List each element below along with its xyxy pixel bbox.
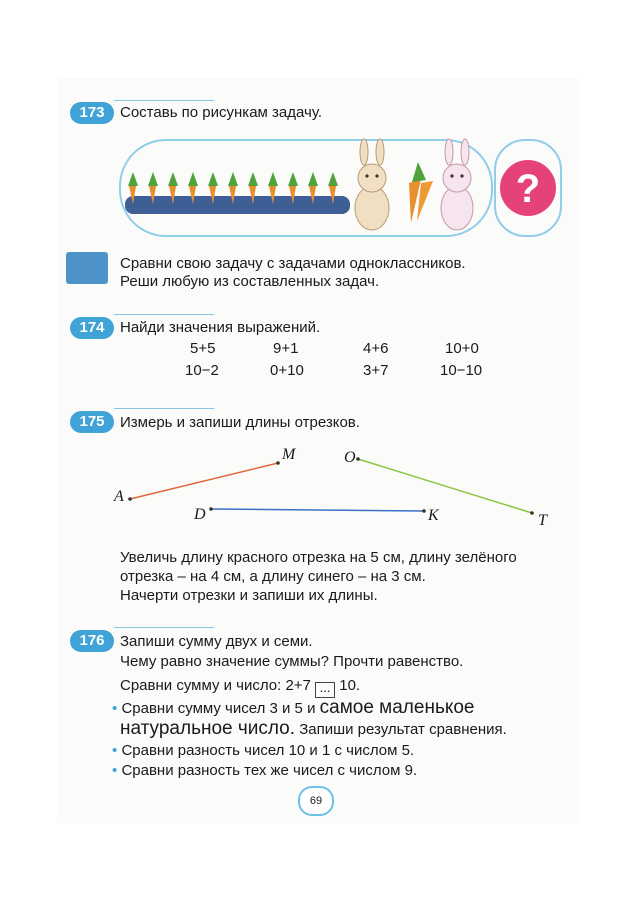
label-k: K: [428, 507, 439, 524]
bullet3-text: Сравни разность тех же чисел с числом 9.: [121, 762, 418, 779]
task-173-text: Составь по рисункам задачу.: [120, 104, 322, 121]
bullet1-pre: Сравни сумму чисел 3 и 5 и: [121, 700, 320, 717]
expression: 10−10: [440, 362, 483, 379]
task-176-bullet1: [112, 698, 475, 719]
bullet-icon: •: [112, 742, 118, 759]
task-number-badge: 176: [70, 630, 114, 652]
header-rule: [114, 627, 214, 628]
blue-segment: [211, 509, 424, 511]
label-m: M: [282, 446, 296, 463]
expression: 9+1: [273, 340, 299, 357]
expression: 10+0: [445, 340, 479, 357]
label-t: T: [538, 512, 547, 529]
task-174-text: Найди значения выражений.: [120, 319, 321, 336]
task-number-badge: 175: [70, 411, 114, 433]
task-176-line2: Чему равно значение суммы? Прочти равенство.: [120, 653, 464, 670]
task-175-line2: отрезка – на 4 см, а длину синего – на 3 см.: [120, 568, 426, 585]
expression: 0+10: [270, 362, 304, 379]
compare-note-line1: Сравни свою задачу с задачами одноклассников.: [120, 255, 466, 272]
task-176-line1: Запиши сумму двух и семи.: [120, 633, 313, 650]
task-175-line1: Увеличь длину красного отрезка на 5 см, длину зелёного: [120, 549, 517, 566]
task-number-badge: 173: [70, 102, 114, 124]
label-o: O: [344, 449, 356, 466]
task-number-badge: 174: [70, 317, 114, 339]
comparison-box: ...: [315, 682, 335, 698]
task-175-text: Измерь и запиши длины отрезков.: [120, 414, 360, 431]
bullet1-post: Запиши результат сравнения.: [295, 721, 507, 738]
bullet1-big2: натуральное число.: [120, 718, 296, 739]
point-d: [209, 507, 213, 511]
label-a: A: [114, 488, 124, 505]
page-number: 69: [298, 786, 334, 816]
label-d: D: [194, 506, 206, 523]
compare-note-line2: Реши любую из составленных задач.: [120, 273, 380, 290]
question-mark: ?: [515, 167, 541, 211]
bullet1-big1: самое маленькое: [319, 697, 475, 718]
point-o: [356, 457, 360, 461]
point-t: [530, 511, 534, 515]
point-k: [422, 509, 426, 513]
task-176-bullet3: [112, 761, 417, 781]
task-176-bullet1-cont: [120, 719, 507, 740]
green-segment: [358, 459, 532, 513]
expression: 5+5: [190, 340, 216, 357]
task-176-bullet2: [112, 741, 414, 761]
point-a: [128, 497, 132, 501]
line3-pre: Сравни сумму и число: 2+7: [120, 677, 311, 694]
bullet-icon: •: [112, 700, 118, 717]
expression: 4+6: [363, 340, 389, 357]
bullet-icon: •: [112, 762, 118, 779]
expression: 10−2: [185, 362, 219, 379]
task-175-line3: Начерти отрезки и запиши их длины.: [120, 587, 378, 604]
line3-post: 10.: [339, 677, 361, 694]
red-segment: [130, 463, 278, 499]
bullet2-text: Сравни разность чисел 10 и 1 с числом 5.: [121, 742, 415, 759]
point-m: [276, 461, 280, 465]
task-176-line3: [120, 676, 360, 698]
expression: 3+7: [363, 362, 389, 379]
